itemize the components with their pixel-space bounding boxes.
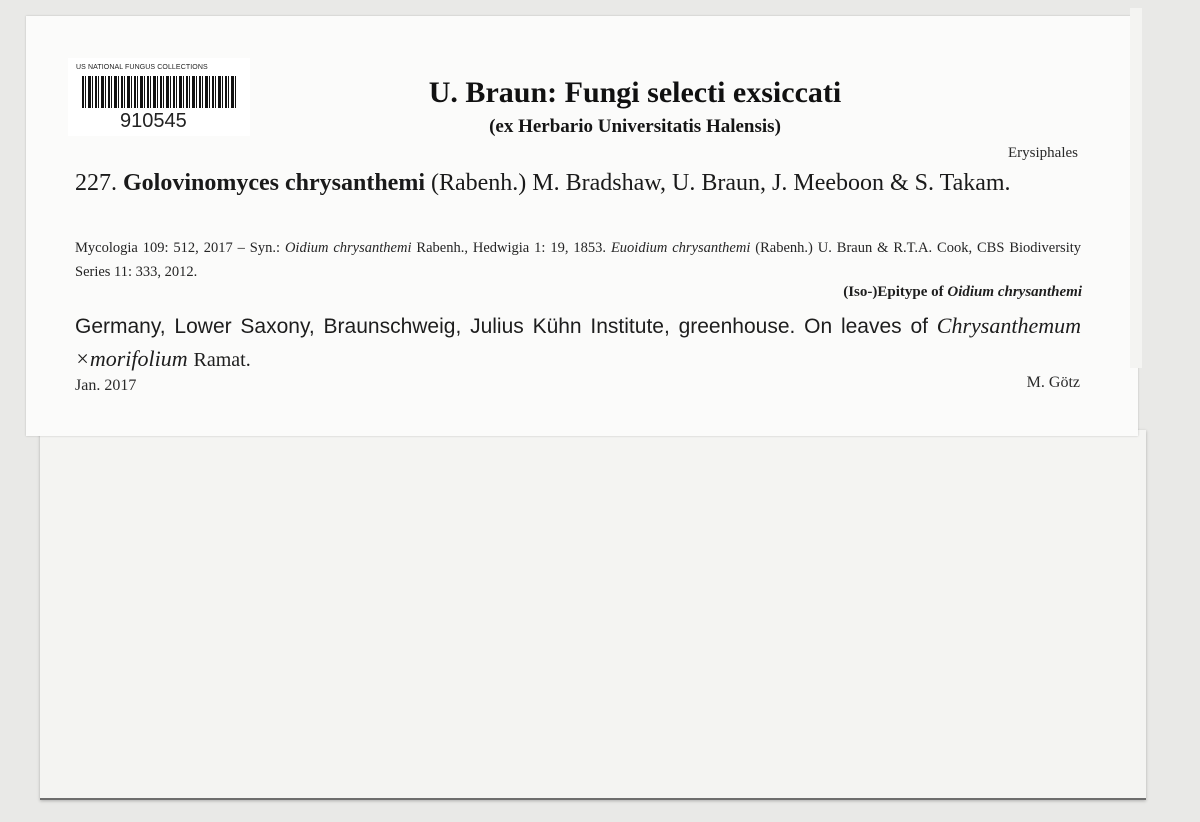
- barcode-icon: [82, 76, 238, 108]
- host-authority: Ramat.: [193, 349, 251, 371]
- epitype-note: [843, 284, 1082, 301]
- synonym-2: Euoidium chrysanthemi: [610, 240, 751, 256]
- host-name: Chrysanthemum ×morifolium: [75, 313, 1081, 371]
- citation-text-1: Mycologia 109: 512, 2017 – Syn.:: [75, 240, 281, 256]
- series-subtitle: (ex Herbario Universitatis Halensis): [489, 116, 781, 137]
- barcode-sticker: [68, 58, 250, 136]
- epitype-prefix: (Iso-)Epitype of: [843, 284, 944, 300]
- collector-name: M. Götz: [1026, 374, 1080, 391]
- collection-date: Jan. 2017: [75, 377, 137, 394]
- locality-block: [75, 310, 1081, 376]
- barcode-number: 910545: [120, 110, 187, 132]
- species-name: Golovinomyces chrysanthemi: [123, 170, 425, 196]
- series-title: U. Braun: Fungi selecti exsiccati: [428, 76, 842, 109]
- citation-text-3: (Rabenh.) U. Braun & R.T.A. Cook, CBS Biodiversity Series 11: 333, 2012.: [75, 240, 1082, 280]
- barcode-caption: US NATIONAL FUNGUS COLLECTIONS: [76, 64, 208, 71]
- taxonomic-order: Erysiphales: [1008, 145, 1078, 161]
- species-name-line: [75, 166, 1081, 201]
- species-authority: (Rabenh.) M. Bradshaw, U. Braun, J. Meeboon & S. Takam.: [430, 170, 1011, 196]
- exsiccata-number: 227.: [75, 170, 117, 196]
- specimen-packet: [40, 430, 1146, 800]
- citation-block: [75, 236, 1081, 284]
- synonym-1: Oidium chrysanthemi: [284, 240, 412, 256]
- locality-text: Germany, Lower Saxony, Braunschweig, Julius Kühn Institute, greenhouse. On leaves of: [75, 315, 928, 338]
- citation-text-2: Rabenh., Hedwigia 1: 19, 1853.: [416, 240, 607, 256]
- label-edge: [1130, 8, 1142, 368]
- epitype-taxon: Oidium chrysanthemi: [947, 284, 1082, 300]
